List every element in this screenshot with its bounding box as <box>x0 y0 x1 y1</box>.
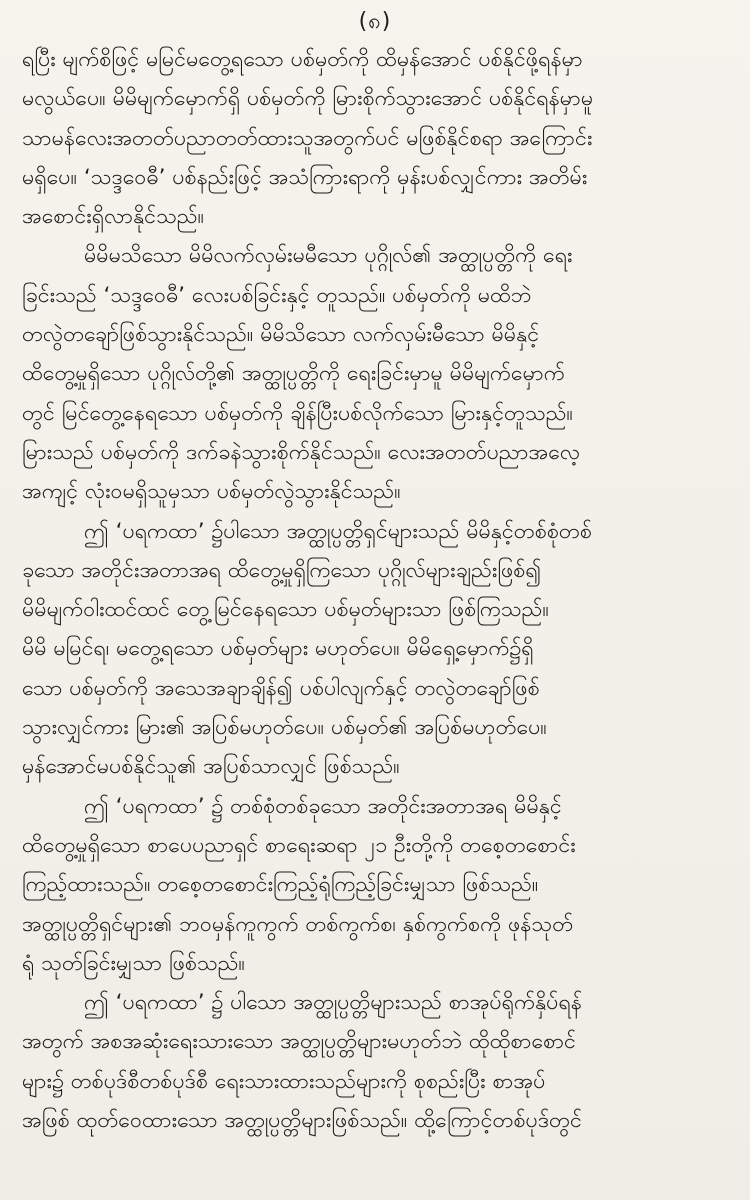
text-line: သော ပစ်မှတ်ကို အသေအချာချိန်၍ ပစ်ပါလျက်နှင့် တလွဲတချော်ဖြစ် <box>22 675 540 701</box>
text-line: ကြည့်ထားသည်။ တစေ့တစောင်းကြည့်ရုံကြည့်ခြင်းမျှသာ ဖြစ်သည်။ <box>22 872 539 898</box>
text-line: ရုံ သုတ်ခြင်းမျှသာ ဖြစ်သည်။ <box>22 950 246 976</box>
text-line: ထိတွေ့မှုရှိသော စာပေပညာရှင် စာရေးဆရာ ၂၁ ဦးတို့ကို တစေ့တစောင်း <box>22 832 576 858</box>
text-line: အတ္ထုပ္ပတ္တိရှင်များ၏ ဘဝမှန်ကူကွက် တစ်ကွက်စ၊ နှစ်ကွက်စကို ဖုန်သုတ် <box>22 911 574 937</box>
text-line: မလွယ်ပေ။ မိမိမျက်မှောက်ရှိ ပစ်မှတ်ကို မြားစိုက်သွားအောင် ပစ်နိုင်ရန်မှာမူ <box>22 86 594 112</box>
paragraph-start-line: ဤ ‘ပရကထာ’ ၌ တစ်စုံတစ်ခုသော အတိုင်းအတာအရ မိမိနှင့် <box>84 793 562 819</box>
text-line: အဖြစ် ထုတ်ဝေထားသော အတ္ထုပ္ပတ္တိများဖြစ်သည်။ ထို့ကြောင့်တစ်ပုဒ်တွင် <box>22 1108 582 1134</box>
text-line: များ၌ တစ်ပုဒ်စီတစ်ပုဒ်စီ ရေးသားထားသည်များကို စုစည်းပြီး စာအုပ် <box>22 1068 546 1094</box>
paragraph-start-line: မိမိမသိသော မိမိလက်လှမ်းမမီသော ပုဂ္ဂိုလ်၏ အတ္ထုပ္ပတ္တိကို ရေး <box>84 243 573 269</box>
text-line: အတွက် အစအဆုံးရေးသားသော အတ္ထုပ္ပတ္တိများမဟုတ်ဘဲ ထိုထိုစာစောင် <box>22 1029 576 1055</box>
text-line: ခုသော အတိုင်းအတာအရ ထိတွေ့မှုရှိကြသော ပုဂ္ဂိုလ်များချည်းဖြစ်၍ <box>22 557 542 583</box>
text-line: မိမိ မမြင်ရ၊ မတွေ့ရသော ပစ်မှတ်များ မဟုတ်ပေ။ မိမိရှေ့မှောက်၌ရှိ <box>22 636 534 662</box>
text-line: တလွဲတချော်ဖြစ်သွားနိုင်သည်။ မိမိသိသော လက်လှမ်းမီသော မိမိနှင့် <box>22 322 540 348</box>
text-line: မှန်အောင်မပစ်နိုင်သူ၏ အပြစ်သာလျှင် ဖြစ်သည်။ <box>22 754 400 780</box>
text-line: မရှိပေ။ ‘သဒ္ဒဝေဓီ’ ပစ်နည်းဖြင့် အသံကြားရာကို မှန်းပစ်လျှင်ကား အတိမ်း <box>22 164 588 190</box>
text-line: တွင် မြင်တွေ့နေရသော ပစ်မှတ်ကို ချိန်ပြီးပစ်လိုက်သော မြားနှင့်တူသည်။ <box>22 400 574 426</box>
page-number: (၈) <box>358 9 392 34</box>
text-line: အကျင့် လုံးဝမရှိသူမှသာ ပစ်မှတ်လွဲသွားနိုင်သည်။ <box>22 479 401 505</box>
text-line: ထိတွေ့မှုရှိသော ပုဂ္ဂိုလ်တို့၏ အတ္ထုပ္ပတ္တိကို ရေးခြင်းမှာမူ မိမိမျက်မှောက် <box>22 361 565 387</box>
body-text <box>22 40 724 1140</box>
paragraph-start-line: ဤ ‘ပရကထာ’ ၌ပါသော အတ္ထုပ္ပတ္တိရှင်များသည် မိမိနှင့်တစ်စုံတစ် <box>84 518 592 544</box>
text-line: ခြင်းသည် ‘သဒ္ဒဝေဓီ’ လေးပစ်ခြင်းနှင့် တူသည်။ ပစ်မှတ်ကို မထိဘဲ <box>22 282 532 308</box>
text-line: သာမန်လေးအတတ်ပညာတတ်ထားသူအတွက်ပင် မဖြစ်နိုင်စရာ အကြောင်း <box>22 125 593 151</box>
text-line: အစောင်းရှိလာနိုင်သည်။ <box>22 204 205 230</box>
paragraph-start-line: ဤ ‘ပရကထာ’ ၌ ပါသော အတ္ထုပ္ပတ္တိများသည် စာအုပ်ရိုက်နှိပ်ရန် <box>84 990 582 1016</box>
text-line: သွားလျှင်ကား မြား၏ အပြစ်မဟုတ်ပေ။ ပစ်မှတ်၏ အပြစ်မဟုတ်ပေ။ <box>22 715 547 741</box>
text-line: မြားသည် ပစ်မှတ်ကို ဒက်ခနဲသွားစိုက်နိုင်သည်။ လေးအတတ်ပညာအလေ့ <box>22 439 581 465</box>
text-line: ရပြီး မျက်စိဖြင့် မမြင်မတွေ့ရသော ပစ်မှတ်ကို ထိမှန်အောင် ပစ်နိုင်ဖို့ရန်မှာ <box>22 47 583 72</box>
text-line: မိမိမျက်ဝါးထင်ထင် တွေ့မြင်နေရသော ပစ်မှတ်များသာ ဖြစ်ကြသည်။ <box>22 597 549 623</box>
